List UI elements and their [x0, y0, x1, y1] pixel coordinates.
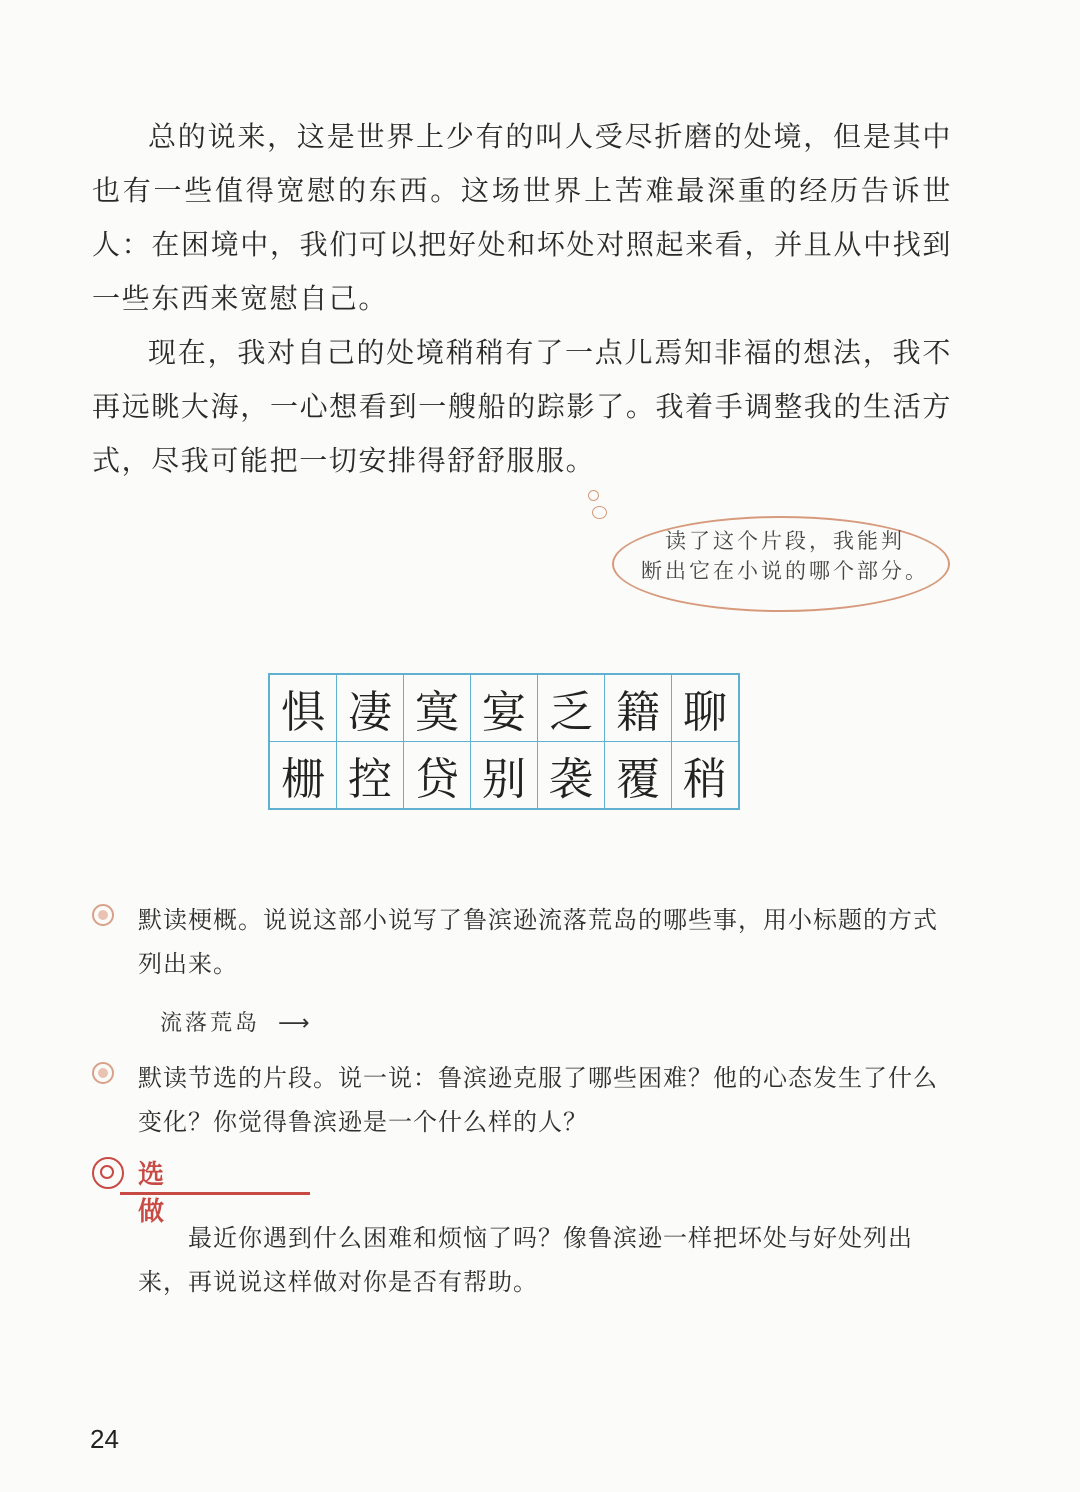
subtitle-example: [160, 1006, 310, 1037]
optional-section-title: 选 做: [138, 1160, 175, 1227]
character-cell: 袭: [538, 742, 605, 810]
bubble-dot-small: [588, 490, 599, 501]
character-cell: 惧: [269, 674, 337, 742]
character-cell: 控: [337, 742, 404, 810]
bubble-line-1: 读了这个片段，我能判: [665, 529, 905, 553]
subtitle-example-text: 流落荒岛: [160, 1011, 261, 1036]
character-cell: 栅: [269, 742, 337, 810]
exercise-1: [92, 898, 952, 986]
character-cell: 寞: [404, 674, 471, 742]
character-cell: 宴: [471, 674, 538, 742]
character-grid: [268, 673, 740, 810]
page-number: 24: [90, 1424, 119, 1454]
optional-section-icon: [92, 1157, 124, 1189]
character-cell: 别: [471, 742, 538, 810]
character-row-2: [269, 742, 739, 810]
character-cell: 乏: [538, 674, 605, 742]
exercise-2: [92, 1056, 952, 1144]
exercise-bullet-icon: [92, 904, 114, 926]
bubble-dot-medium: [592, 506, 607, 519]
character-cell: 覆: [605, 742, 672, 810]
optional-heading-underline: [120, 1192, 310, 1195]
character-cell: 稍: [672, 742, 740, 810]
exercise-bullet-icon: [92, 1062, 114, 1084]
thought-bubble-text: [640, 526, 930, 586]
passage-paragraph-2: 现在，我对自己的处境稍稍有了一点儿焉知非福的想法，我不再远眺大海，一心想看到一艘船的踪影了。我着手调整我的生活方式，尽我可能把一切安排得舒舒服服。: [92, 336, 952, 477]
bubble-line-2: 断出它在小说的哪个部分。: [641, 559, 929, 583]
passage-paragraph-1: 总的说来，这是世界上少有的叫人受尽折磨的处境，但是其中也有一些值得宽慰的东西。这场世界上苦难最深重的经历告诉世人：在困境中，我们可以把好处和坏处对照起来看，并且从中找到一些东西来宽慰自己。: [92, 120, 952, 315]
reading-passage: [92, 110, 952, 488]
arrow-right-icon: ⟶: [278, 1011, 310, 1036]
optional-section-heading: [92, 1152, 222, 1227]
optional-section-text: 最近你遇到什么困难和烦恼了吗？像鲁滨逊一样把坏处与好处列出来，再说说这样做对你是否有帮助。: [138, 1224, 913, 1296]
character-row-1: [269, 674, 739, 742]
exercise-1-text: 默读梗概。说说这部小说写了鲁滨逊流落荒岛的哪些事，用小标题的方式列出来。: [138, 906, 938, 978]
character-cell: 籍: [605, 674, 672, 742]
exercise-2-text: 默读节选的片段。说一说：鲁滨逊克服了哪些困难？他的心态发生了什么变化？你觉得鲁滨逊是一个什么样的人？: [138, 1064, 938, 1136]
character-cell: 凄: [337, 674, 404, 742]
character-cell: 贷: [404, 742, 471, 810]
character-cell: 聊: [672, 674, 740, 742]
